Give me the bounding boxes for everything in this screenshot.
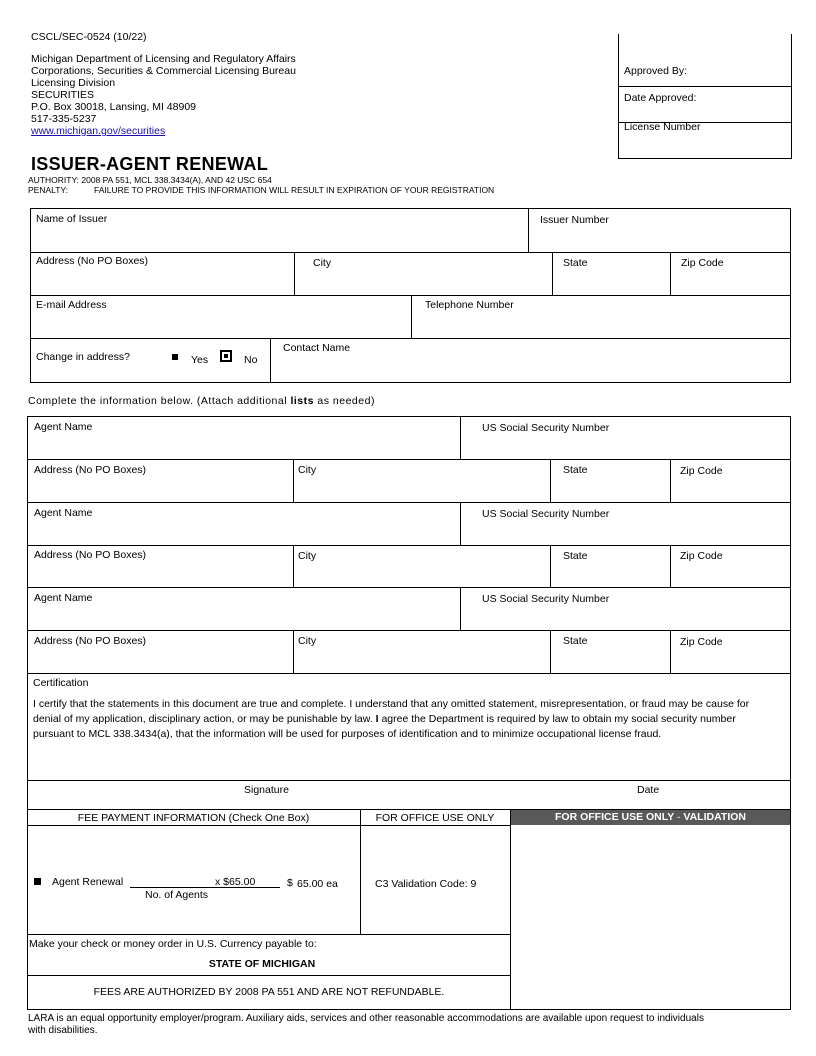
certification-heading: Certification <box>33 677 89 689</box>
agent-1-name-field[interactable]: Agent Name <box>34 421 93 433</box>
penalty-text: FAILURE TO PROVIDE THIS INFORMATION WILL RESULT IN EXPIRATION OF YOUR REGISTRATION <box>94 185 495 195</box>
agent-3-address-field[interactable]: Address (No PO Boxes) <box>34 635 147 647</box>
contact-name-field[interactable]: Contact Name <box>283 342 351 354</box>
instructions-pre: Complete the information below. (Attach additional <box>28 395 291 407</box>
agent-3-zip-field[interactable]: Zip Code <box>680 636 723 648</box>
validation-header-dash: - <box>674 811 684 823</box>
name-of-issuer-field[interactable]: Name of Issuer <box>36 213 108 225</box>
instructions-bold: lists <box>290 395 314 407</box>
yes-checkbox[interactable] <box>172 354 178 360</box>
fee-amount: 65.00 ea <box>297 878 338 890</box>
phone-number: 517-335-5237 <box>31 113 97 125</box>
agent-1-address-field[interactable]: Address (No PO Boxes) <box>34 464 147 476</box>
mailing-address: P.O. Box 30018, Lansing, MI 48909 <box>31 101 197 113</box>
date-approved-row <box>619 86 791 123</box>
certification-text-1: I certify that the statements in this document are true and complete. I understand that any omitted statement, misrepresentation, or fraud may be cause for denial of my application, disciplinary action, or may be punishable by law. <box>33 698 750 725</box>
agent-3-state-field[interactable]: State <box>563 635 588 647</box>
validation-header <box>511 811 790 823</box>
issuer-address-field[interactable]: Address (No PO Boxes) <box>36 255 149 267</box>
form-id: CSCL/SEC-0524 (10/22) <box>31 31 147 43</box>
fee-multiplier: x $65.00 <box>215 876 256 888</box>
no-label: No <box>244 354 258 366</box>
agent-renewal-label: Agent Renewal <box>52 876 124 888</box>
approved-by-label: Approved By: <box>624 65 688 77</box>
agent-1-zip-field[interactable]: Zip Code <box>680 465 723 477</box>
issuer-number-field[interactable]: Issuer Number <box>540 214 609 226</box>
validation-header-b: VALIDATION <box>683 811 746 823</box>
no-checkbox[interactable] <box>220 350 232 362</box>
agent-2-ssn-field[interactable]: US Social Security Number <box>482 508 610 520</box>
license-number-label: License Number <box>624 121 701 133</box>
penalty-label: PENALTY: <box>28 185 68 195</box>
fee-payment-header: FEE PAYMENT INFORMATION (Check One Box) <box>77 812 310 824</box>
issuer-email-field[interactable]: E-mail Address <box>36 299 107 311</box>
section-name: SECURITIES <box>31 89 95 101</box>
certification-bold-i: I <box>375 713 379 725</box>
yes-label: Yes <box>191 354 209 366</box>
footer-line-2: with disabilities. <box>28 1025 98 1036</box>
agent-2-city-field[interactable]: City <box>298 550 317 562</box>
c3-validation-code: C3 Validation Code: 9 <box>375 878 477 890</box>
signature-field[interactable]: Signature <box>244 784 289 796</box>
agent-1-city-field[interactable]: City <box>298 464 317 476</box>
agent-renewal-checkbox[interactable] <box>34 878 41 885</box>
website-link-wrap <box>31 125 165 137</box>
change-address-label: Change in address? <box>36 351 130 363</box>
date-field[interactable]: Date <box>637 784 660 796</box>
agent-1-ssn-field[interactable]: US Social Security Number <box>482 422 610 434</box>
agent-3-city-field[interactable]: City <box>298 635 317 647</box>
payable-to-text: Make your check or money order in U.S. Currency payable to: <box>29 938 317 950</box>
no-of-agents-label: No. of Agents <box>145 889 209 901</box>
issuer-zip-field[interactable]: Zip Code <box>681 257 724 269</box>
issuer-city-field[interactable]: City <box>313 257 332 269</box>
agent-3-name-field[interactable]: Agent Name <box>34 592 93 604</box>
agent-2-name-field[interactable]: Agent Name <box>34 507 93 519</box>
issuer-telephone-field[interactable]: Telephone Number <box>425 299 514 311</box>
bureau-name: Corporations, Securities & Commercial Licensing Bureau <box>31 65 296 77</box>
date-approved-label: Date Approved: <box>624 92 697 104</box>
authority-line: AUTHORITY: 2008 PA 551, MCL 338.3434(A), AND 42 USC 654 <box>28 175 272 185</box>
footer-line-1: LARA is an equal opportunity employer/program. Auxiliary aids, services and other reasonable accommodations are available upon request to individuals <box>28 1013 704 1024</box>
issuer-state-field[interactable]: State <box>563 257 588 269</box>
certification-text-2: agree the Department is required by law to obtain my social security number pursuant to MCL 338.3434(a), that the information will be used for purposes of identification and to minimize occupational license fraud. <box>33 713 736 740</box>
agent-2-zip-field[interactable]: Zip Code <box>680 550 723 562</box>
approved-by-row <box>619 34 791 87</box>
agent-3-ssn-field[interactable]: US Social Security Number <box>482 593 610 605</box>
agent-2-address-field[interactable]: Address (No PO Boxes) <box>34 549 147 561</box>
certification-text <box>33 697 763 742</box>
page-title: ISSUER-AGENT RENEWAL <box>31 154 269 174</box>
office-use-header: FOR OFFICE USE ONLY <box>375 812 495 824</box>
dept-name: Michigan Department of Licensing and Regulatory Affairs <box>31 53 296 65</box>
validation-header-a: FOR OFFICE USE ONLY <box>555 811 675 823</box>
division-name: Licensing Division <box>31 77 116 89</box>
payee-name: STATE OF MICHIGAN <box>208 958 316 970</box>
agent-2-state-field[interactable]: State <box>563 550 588 562</box>
website-link[interactable]: www.michigan.gov/securities <box>31 125 166 137</box>
fees-authorized-text: FEES ARE AUTHORIZED BY 2008 PA 551 AND ARE NOT REFUNDABLE. <box>93 986 445 998</box>
office-approval-box <box>618 34 792 159</box>
amount-prefix: $ <box>287 877 293 889</box>
instructions-line <box>28 395 375 407</box>
no-of-agents-line[interactable] <box>130 887 280 888</box>
instructions-post: as needed) <box>313 395 375 407</box>
agent-1-state-field[interactable]: State <box>563 464 588 476</box>
